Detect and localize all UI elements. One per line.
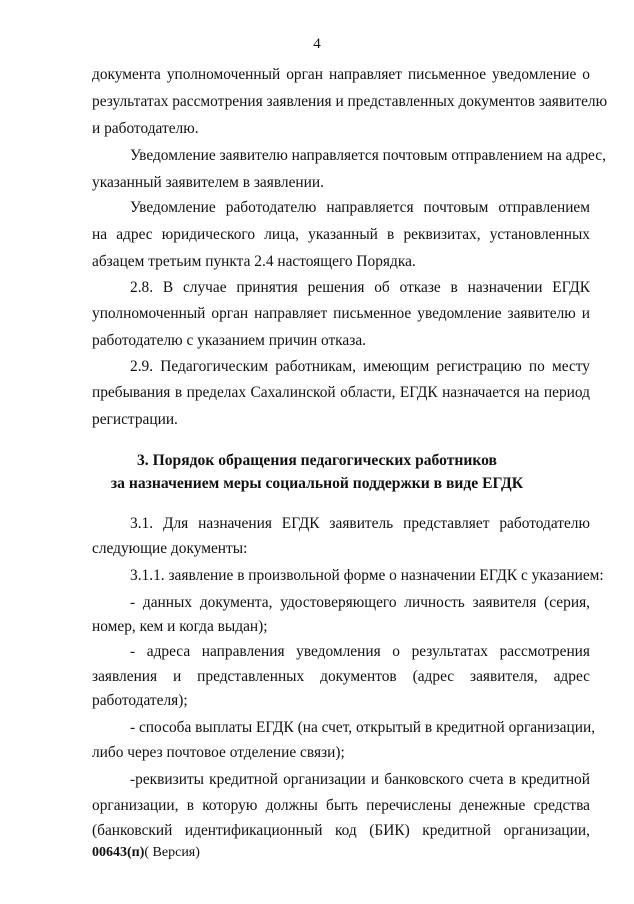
text-line: регистрации. (92, 411, 178, 428)
footer-version: ( Версия) (144, 845, 200, 860)
text-line: 3.1. Для назначения ЕГДК заявитель представляет работодателю (130, 515, 590, 532)
text-line: (банковский идентификационный код (БИК) кредитной организации, (92, 822, 590, 839)
text-line: пребывания в пределах Сахалинской области, ЕГДК назначается на период (92, 384, 590, 401)
text-line: и работодателю. (92, 120, 199, 137)
text-line: документа уполномоченный орган направляет письменное уведомление о (92, 66, 590, 83)
page-number: 4 (313, 36, 321, 52)
section-heading-line-1: 3. Порядок обращения педагогических работников (137, 452, 497, 469)
text-line: абзацем третьим пункта 2.4 настоящего Порядка. (92, 253, 416, 270)
text-line: следующие документы: (92, 540, 248, 557)
text-line: 2.9. Педагогическим работникам, имеющим регистрацию по месту (130, 358, 590, 375)
text-line: номер, кем и когда выдан); (92, 618, 268, 635)
text-line: организации, в которую должны быть перечислены денежные средства (92, 797, 590, 814)
text-line: 2.8. В случае принятия решения об отказе в назначении ЕГДК (130, 279, 590, 296)
text-line: -реквизиты кредитной организации и банковского счета в кредитной (130, 771, 590, 788)
text-line: - адреса направления уведомления о результатах рассмотрения (130, 643, 590, 660)
section-heading-line-2: за назначением меры социальной поддержки в виде ЕГДК (110, 475, 524, 492)
text-line: Уведомление заявителю направляется почтовым отправлением на адрес, (130, 147, 606, 164)
footer-document-code (92, 845, 200, 861)
footer-code: 00643(п) (92, 845, 145, 860)
text-line: либо через почтовое отделение связи); (92, 744, 345, 761)
text-line: - способа выплаты ЕГДК (на счет, открытый в кредитной организации, (130, 719, 596, 736)
text-line: указанный заявителем в заявлении. (92, 174, 324, 191)
text-line: 3.1.1. заявление в произвольной форме о назначении ЕГДК с указанием: (130, 567, 604, 584)
text-line: работодателя); (92, 692, 188, 709)
text-line: работодателю с указанием причин отказа. (92, 332, 367, 349)
text-line: Уведомление работодателю направляется почтовым отправлением (130, 199, 590, 216)
text-line: уполномоченный орган направляет письменное уведомление заявителю и (92, 305, 590, 322)
text-line: на адрес юридического лица, указанный в реквизитах, установленных (92, 226, 590, 243)
text-line: результатах рассмотрения заявления и представленных документов заявителю (92, 93, 608, 110)
text-line: заявления и представленных документов (адрес заявителя, адрес (92, 668, 590, 685)
text-line: - данных документа, удостоверяющего личность заявителя (серия, (130, 594, 590, 611)
